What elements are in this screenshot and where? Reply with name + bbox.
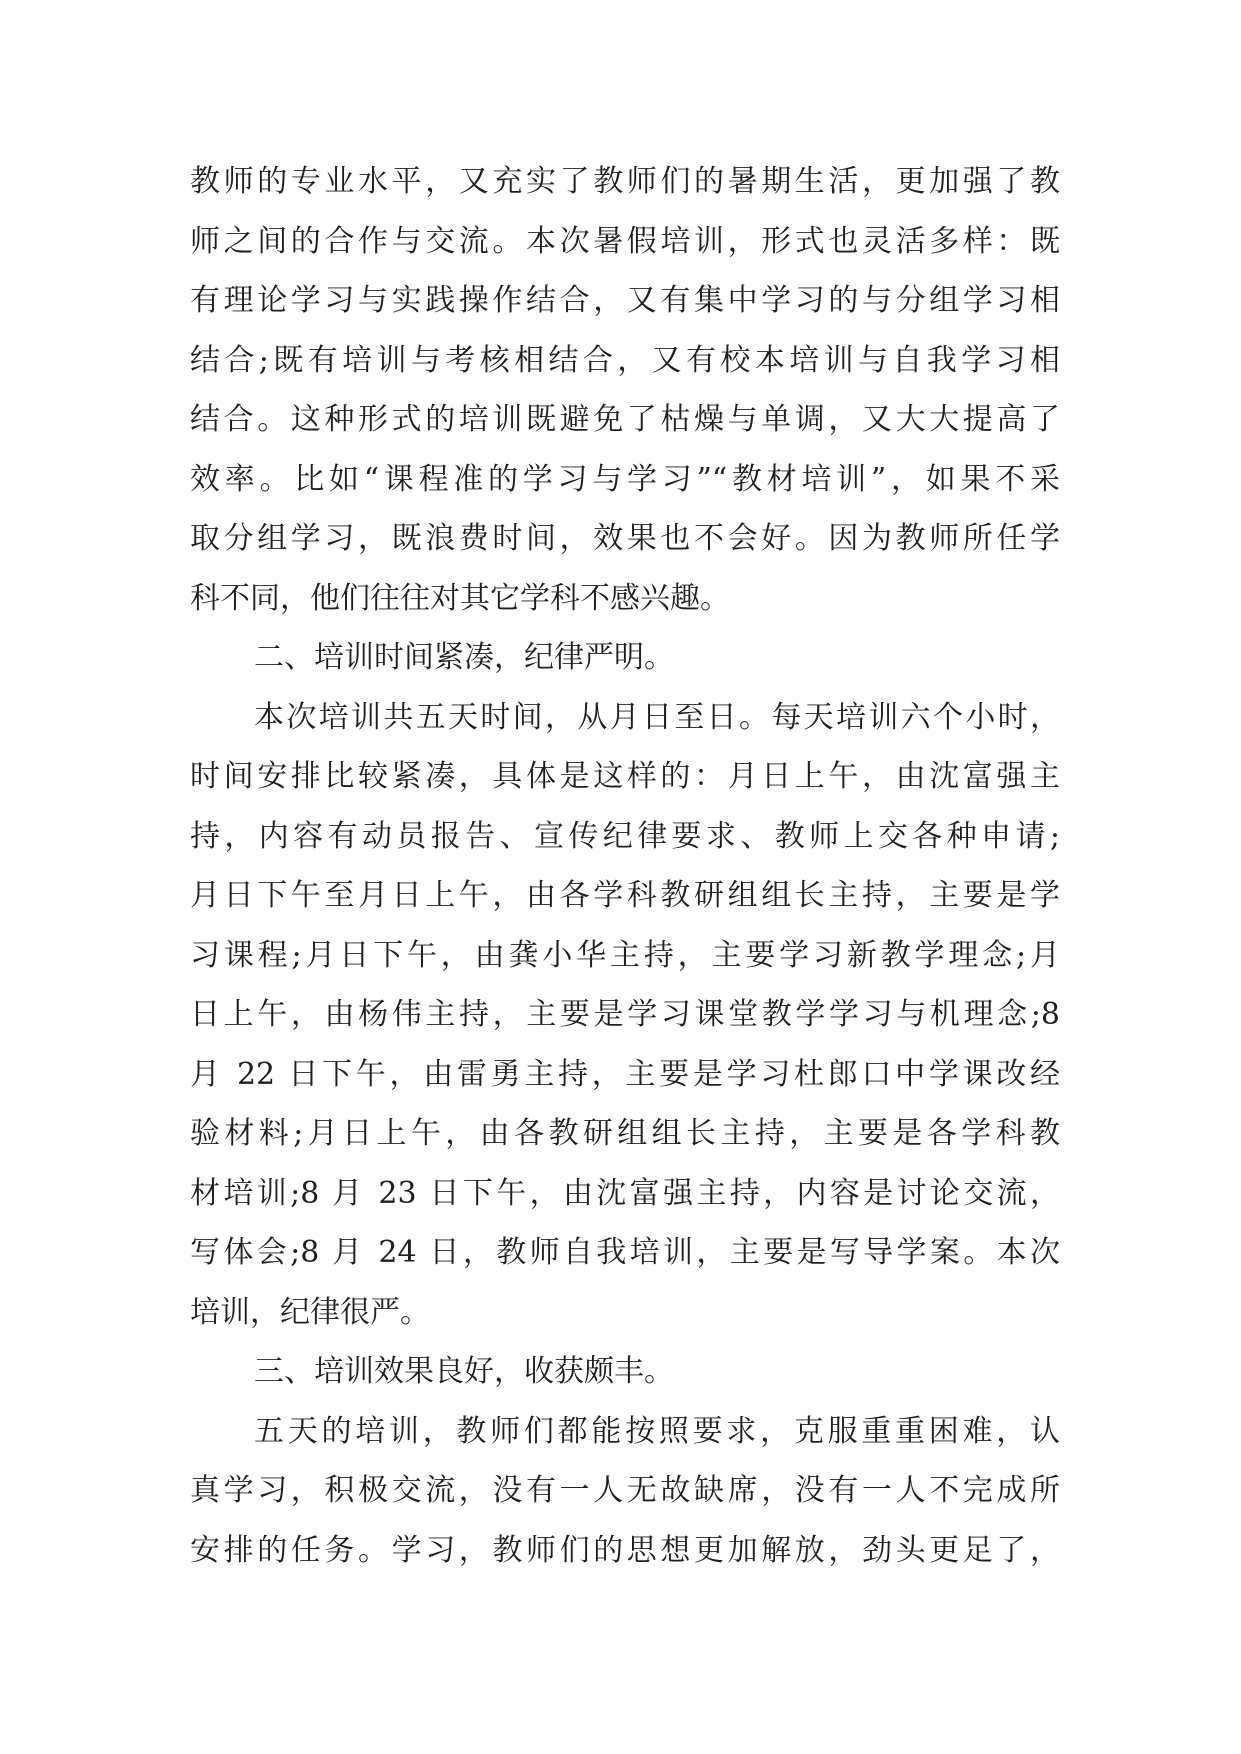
text-line: 安排的任务。学习，教师们的思想更加解放，劲头更足了，: [190, 1532, 1060, 1568]
text-line: 科不同，他们往往对其它学科不感兴趣。: [190, 580, 730, 616]
text-line: 持，内容有动员报告、宣传纪律要求、教师上交各种申请;: [190, 818, 1060, 854]
text-line: 时间安排比较紧凑，具体是这样的：月日上午，由沈富强主: [190, 759, 1060, 794]
text-line: 月日下午至月日上午，由各学科教研组组长主持，主要是学: [190, 878, 1060, 913]
text-line: 验材料;月日上午，由各教研组组长主持，主要是各学科教: [190, 1116, 1060, 1151]
text-line: 日上午，由杨伟主持，主要是学习课堂教学学习与机理念;8: [190, 997, 1060, 1032]
text-line: 培训，纪律很严。: [190, 1294, 430, 1330]
text-line: 材培训;8 月 23 日下午，由沈富强主持，内容是讨论交流，: [190, 1175, 1060, 1211]
text-line: 月 22 日下午，由雷勇主持，主要是学习杜郎口中学课改经: [190, 1056, 1060, 1092]
text-line: 效率。比如“课程准的学习与学习”“教材培训”，如果不采: [190, 461, 1060, 497]
document-body: [190, 152, 1060, 1580]
text-line: 五天的培训，教师们都能按照要求，克服重重困难，认: [254, 1413, 1060, 1449]
text-line: 三、培训效果良好，收获颇丰。: [254, 1354, 674, 1389]
text-line: 结合。这种形式的培训既避免了枯燥与单调，又大大提高了: [190, 402, 1060, 437]
text-line: 教师的专业水平，又充实了教师们的暑期生活，更加强了教: [190, 164, 1060, 199]
text-line: 习课程;月日下午，由龚小华主持，主要学习新教学理念;月: [190, 937, 1060, 973]
text-line: 写体会;8 月 24 日，教师自我培训，主要是写导学案。本次: [190, 1235, 1060, 1270]
text-line: 结合;既有培训与考核相结合，又有校本培训与自我学习相: [190, 342, 1060, 378]
text-line: 二、培训时间紧凑，纪律严明。: [254, 640, 674, 675]
text-line: 师之间的合作与交流。本次暑假培训，形式也灵活多样：既: [190, 223, 1060, 259]
text-line: 取分组学习，既浪费时间，效果也不会好。因为教师所任学: [190, 521, 1060, 556]
text-line: 有理论学习与实践操作结合，又有集中学习的与分组学习相: [190, 283, 1060, 318]
text-line: 真学习，积极交流，没有一人无故缺席，没有一人不完成所: [190, 1473, 1060, 1508]
text-line: 本次培训共五天时间，从月日至日。每天培训六个小时，: [254, 699, 1060, 735]
